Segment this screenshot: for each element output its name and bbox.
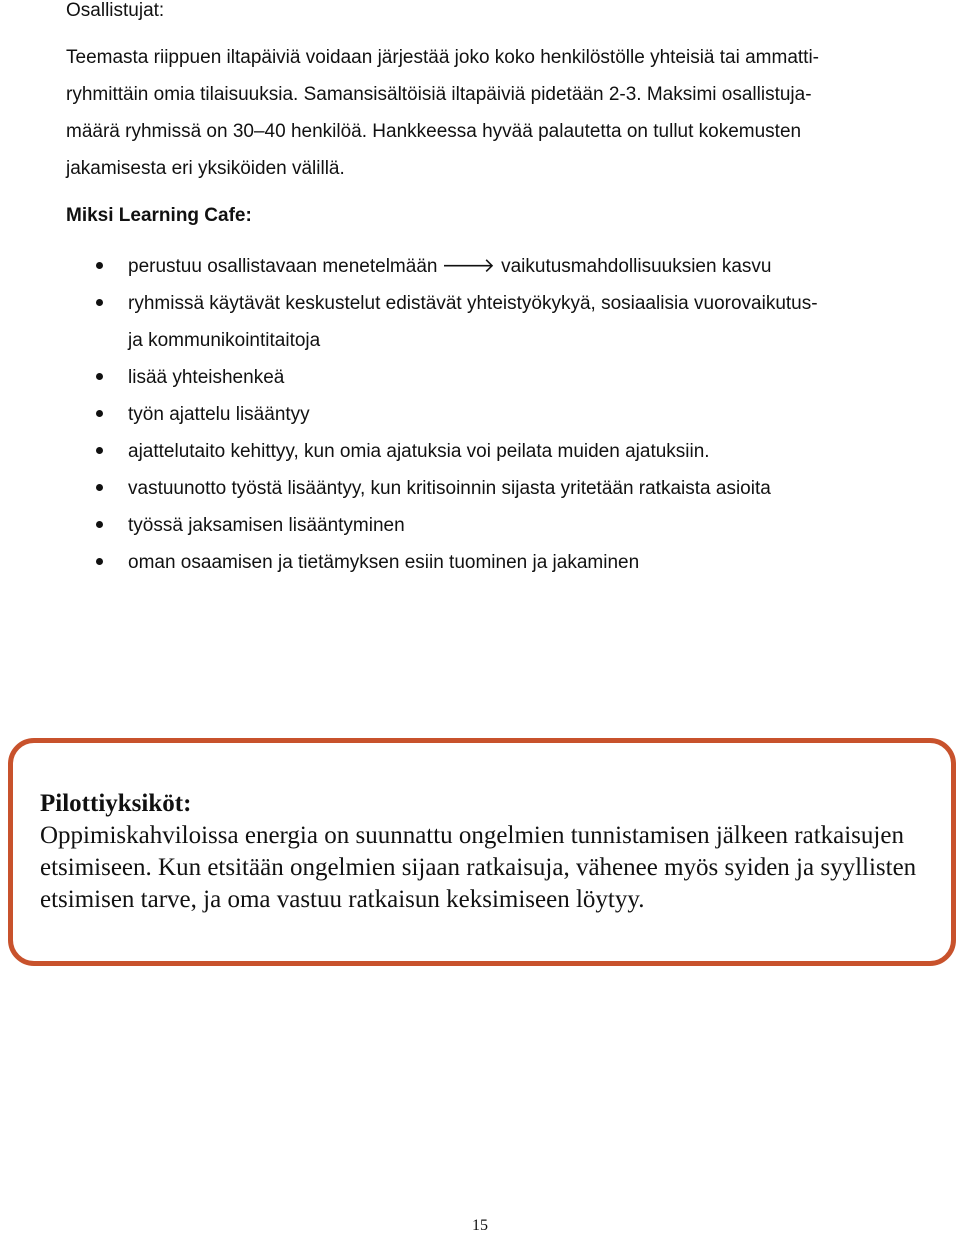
pilot-callout-line: etsimiseen. Kun etsitään ongelmien sijaan ratkaisuja, vähenee myös syiden ja syyllisten xyxy=(40,854,917,881)
intro-line: ryhmittäin omia tilaisuuksia. Samansisältöisiä iltapäiviä pidetään 2-3. Maksimi osallistuja- xyxy=(66,84,812,105)
intro-line: Teemasta riippuen iltapäiviä voidaan järjestää joko koko henkilöstölle yhteisiä tai ammatti- xyxy=(66,47,820,68)
list-item-text: lisää yhteishenkeä xyxy=(128,367,285,388)
list-item-text: työn ajattelu lisääntyy xyxy=(128,404,310,425)
pilot-callout-title: Pilottiyksiköt: xyxy=(40,790,192,817)
list-item xyxy=(0,248,960,285)
section-heading-osallistujat: Osallistujat: xyxy=(66,0,165,21)
list-item-text: oman osaamisen ja tietämyksen esiin tuominen ja jakaminen xyxy=(128,552,640,573)
arrow-right-icon: 🡒 xyxy=(441,255,496,277)
benefits-list xyxy=(0,248,960,581)
pilot-callout-line: Oppimiskahviloissa energia on suunnattu ongelmien tunnistamisen jälkeen ratkaisujen xyxy=(40,822,904,849)
list-item xyxy=(0,544,960,581)
list-item xyxy=(0,470,960,507)
bullet-icon xyxy=(96,484,103,491)
list-item-text: työssä jaksamisen lisääntyminen xyxy=(128,515,405,536)
bullet-icon xyxy=(96,410,103,417)
list-item-text: ryhmissä käytävät keskustelut edistävät yhteistyökykyä, sosiaalisia vuorovaikutus- xyxy=(128,293,818,314)
list-item-text-continued: ja kommunikointitaitoja xyxy=(128,330,321,351)
bullet-icon xyxy=(96,521,103,528)
pilot-callout-box xyxy=(8,738,956,966)
bullet-icon xyxy=(96,299,103,306)
list-item xyxy=(0,285,960,359)
list-item-text xyxy=(128,248,960,285)
bullet-icon xyxy=(96,447,103,454)
section-heading-miksi-learning-cafe: Miksi Learning Cafe: xyxy=(66,205,252,226)
bullet-icon xyxy=(96,558,103,565)
list-item-text-after: vaikutusmahdollisuuksien kasvu xyxy=(501,256,772,277)
list-item xyxy=(0,507,960,544)
pilot-callout-content xyxy=(40,788,940,916)
intro-line: määrä ryhmissä on 30–40 henkilöä. Hankkeessa hyvää palautetta on tullut kokemusten xyxy=(66,121,802,142)
pilot-callout-line: etsimisen tarve, ja oma vastuu ratkaisun keksimiseen löytyy. xyxy=(40,886,645,913)
intro-paragraph xyxy=(66,39,926,187)
list-item-text-before: perustuu osallistavaan menetelmään xyxy=(128,256,438,277)
list-item xyxy=(0,396,960,433)
page-number: 15 xyxy=(472,1217,488,1234)
list-item xyxy=(0,433,960,470)
list-item xyxy=(0,359,960,396)
bullet-icon xyxy=(96,262,103,269)
bullet-icon xyxy=(96,373,103,380)
list-item-text: ajattelutaito kehittyy, kun omia ajatuksia voi peilata muiden ajatuksiin. xyxy=(128,441,710,462)
intro-line: jakamisesta eri yksiköiden välillä. xyxy=(66,158,345,179)
list-item-text: vastuunotto työstä lisääntyy, kun kritisoinnin sijasta yritetään ratkaista asioita xyxy=(128,478,771,499)
